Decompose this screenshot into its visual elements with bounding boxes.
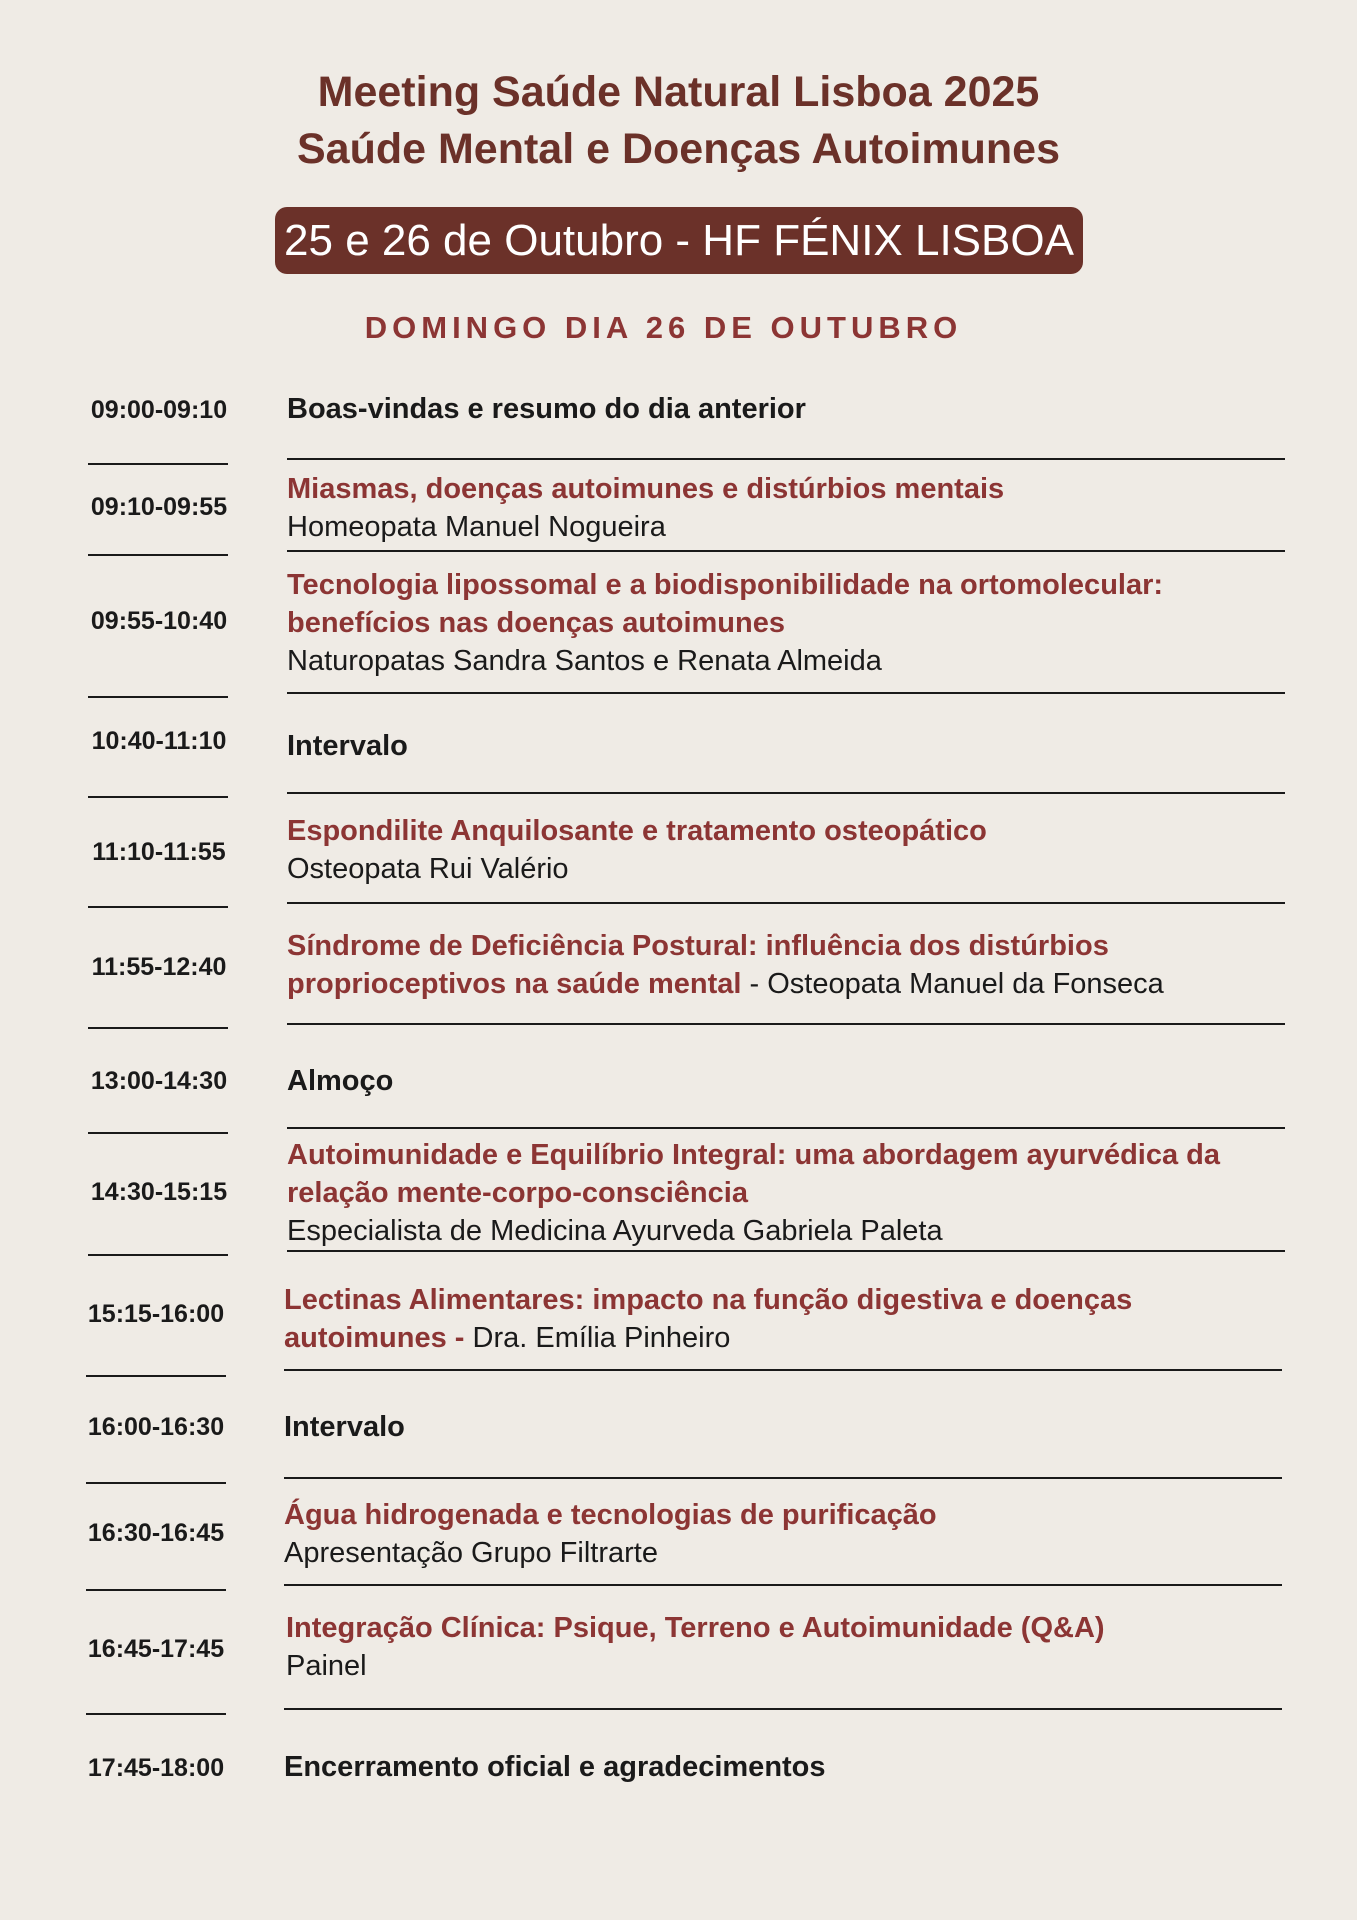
time-slot: 16:45-17:45: [87, 1635, 225, 1663]
agenda-title: Intervalo: [284, 1411, 405, 1443]
time-slot: 16:00-16:30: [87, 1413, 225, 1441]
row-divider: [284, 1369, 1282, 1371]
row-divider: [287, 1023, 1285, 1025]
row-divider: [284, 1477, 1282, 1479]
time-slot: 16:30-16:45: [87, 1519, 225, 1547]
row-divider: [287, 1250, 1285, 1252]
time-slot: 15:15-16:00: [87, 1300, 225, 1328]
speaker: Especialista de Medicina Ayurveda Gabriela Paleta: [287, 1215, 943, 1247]
row-divider: [287, 692, 1285, 694]
session-title-line1: Lectinas Alimentares: impacto na função digestiva e doenças: [284, 1284, 1133, 1316]
speaker: Naturopatas Sandra Santos e Renata Almeida: [287, 645, 882, 677]
row-divider: [287, 902, 1285, 904]
agenda-item: [284, 1748, 1284, 1786]
time-divider: [86, 1375, 226, 1377]
time-slot: 13:00-14:30: [90, 1067, 228, 1095]
time-divider: [88, 1254, 228, 1256]
session-title: Água hidrogenada e tecnologias de purificação: [284, 1499, 937, 1531]
agenda-title: Intervalo: [287, 730, 408, 762]
row-divider: [287, 792, 1285, 794]
time-slot: 11:55-12:40: [91, 953, 227, 981]
session-title: Miasmas, doenças autoimunes e distúrbios mentais: [287, 473, 1005, 505]
speaker: Dra. Emília Pinheiro: [472, 1322, 731, 1354]
time-slot: 09:10-09:55: [90, 493, 228, 521]
agenda-title: Boas-vindas e resumo do dia anterior: [287, 393, 806, 425]
time-divider: [88, 554, 228, 556]
session-title-line1: Autoimunidade e Equilíbrio Integral: uma abordagem ayurvédica da: [287, 1139, 1221, 1171]
time-slot: 14:30-15:15: [90, 1178, 228, 1206]
event-subtitle: Saúde Mental e Doenças Autoimunes: [296, 125, 1061, 173]
session-title-line2: benefícios nas doenças autoimunes: [287, 607, 785, 639]
event-title: Meeting Saúde Natural Lisboa 2025: [317, 68, 1040, 116]
session-title-line2: relação mente-corpo-consciência: [287, 1177, 748, 1209]
time-divider: [88, 906, 228, 908]
row-divider: [284, 1584, 1282, 1586]
time-divider: [88, 696, 228, 698]
time-slot: 09:00-09:10: [90, 396, 228, 424]
agenda-item: [287, 812, 1287, 888]
time-divider: [88, 463, 228, 465]
time-divider: [88, 1132, 228, 1134]
row-divider: [287, 550, 1285, 552]
agenda-title: Almoço: [287, 1065, 394, 1097]
time-divider: [86, 1482, 226, 1484]
row-divider: [287, 1127, 1285, 1129]
row-divider: [287, 458, 1285, 460]
time-divider: [88, 1027, 228, 1029]
time-divider: [86, 1713, 226, 1715]
speaker: Osteopata Rui Valério: [287, 853, 569, 885]
speaker: - Osteopata Manuel da Fonseca: [741, 968, 1164, 1000]
agenda-item: [287, 566, 1287, 680]
speaker: Homeopata Manuel Nogueira: [287, 511, 666, 543]
time-slot: 09:55-10:40: [90, 607, 228, 635]
agenda-item: [287, 1062, 1287, 1100]
session-title-line1: Síndrome de Deficiência Postural: influência dos distúrbios: [287, 930, 1109, 962]
agenda-item: [284, 1496, 1284, 1572]
time-slot: 17:45-18:00: [87, 1754, 225, 1782]
time-divider: [86, 1589, 226, 1591]
agenda-item: [287, 1136, 1287, 1250]
agenda-item: [287, 470, 1287, 546]
agenda-item: [284, 1408, 1284, 1446]
agenda-title: Encerramento oficial e agradecimentos: [284, 1751, 826, 1783]
agenda-item: [286, 1609, 1286, 1685]
agenda-item: [284, 1281, 1284, 1357]
session-title: Espondilite Anquilosante e tratamento osteopático: [287, 815, 987, 847]
agenda-item: [287, 927, 1287, 1003]
session-title: Integração Clínica: Psique, Terreno e Autoimunidade (Q&A): [286, 1612, 1105, 1644]
time-divider: [88, 796, 228, 798]
speaker: Painel: [286, 1650, 367, 1682]
session-title-line2: proprioceptivos na saúde mental: [287, 968, 742, 1000]
time-slot: 10:40-11:10: [91, 727, 227, 755]
agenda-item: [287, 390, 1287, 428]
session-title-line1: Tecnologia lipossomal e a biodisponibilidade na ortomolecular:: [287, 569, 1164, 601]
speaker: Apresentação Grupo Filtrarte: [284, 1537, 658, 1569]
session-title-line2: autoimunes -: [284, 1322, 473, 1354]
time-slot: 11:10-11:55: [92, 838, 226, 866]
date-banner: 25 e 26 de Outubro - HF FÉNIX LISBOA: [275, 207, 1083, 274]
row-divider: [284, 1708, 1282, 1710]
day-heading: DOMINGO DIA 26 DE OUTUBRO: [364, 310, 963, 345]
agenda-item: [287, 727, 1287, 765]
